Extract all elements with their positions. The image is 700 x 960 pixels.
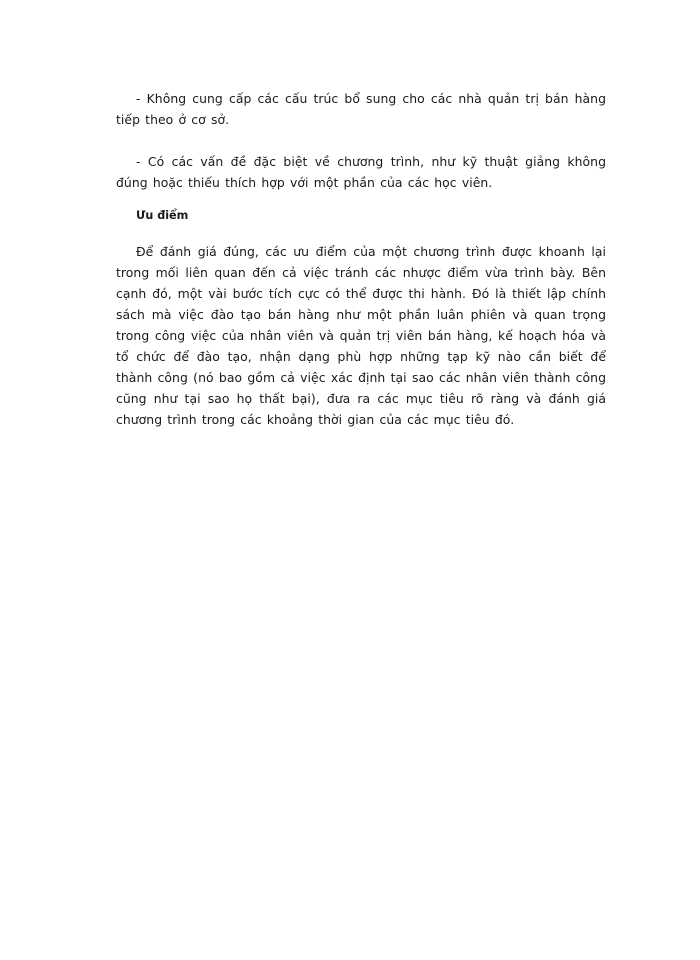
document-page <box>116 88 606 430</box>
paragraph-spacer <box>116 130 606 151</box>
heading-spacer-bottom <box>116 225 606 241</box>
advantages-paragraph: Để đánh giá đúng, các ưu điểm của một chương trình được khoanh lại trong mối liên quan đến cả việc tránh các nhược điểm vừa trình bày. Bên cạnh đó, một vài bước tích cực có thể được thi hành. Đó là thiết lập chính sách mà việc đào tạo bán hàng như một phần luân phiên và quan trọng trong công việc của nhân viên và quản trị viên bán hàng, kế hoạch hóa và tổ chức để đào tạo, nhận dạng phù hợp những tạp kỹ nào cần biết để thành công (nó bao gồm cả việc xác định tại sao các nhân viên thành công cũng như tại sao họ thất bại), đưa ra các mục tiêu rõ ràng và đánh giá chương trình trong các khoảng thời gian của các mục tiêu đó. <box>116 244 606 427</box>
bullet-paragraph-structures: - Không cung cấp các cấu trúc bổ sung cho các nhà quản trị bán hàng tiếp theo ở cơ sở. <box>116 91 606 127</box>
bullet-paragraph-program-issues: - Có các vấn đề đặc biệt về chương trình, như kỹ thuật giảng không đúng hoặc thiếu thích hợp với một phần của các học viên. <box>116 154 606 190</box>
section-heading-advantages: Ưu điểm <box>136 209 189 222</box>
heading-spacer-top <box>116 193 606 207</box>
